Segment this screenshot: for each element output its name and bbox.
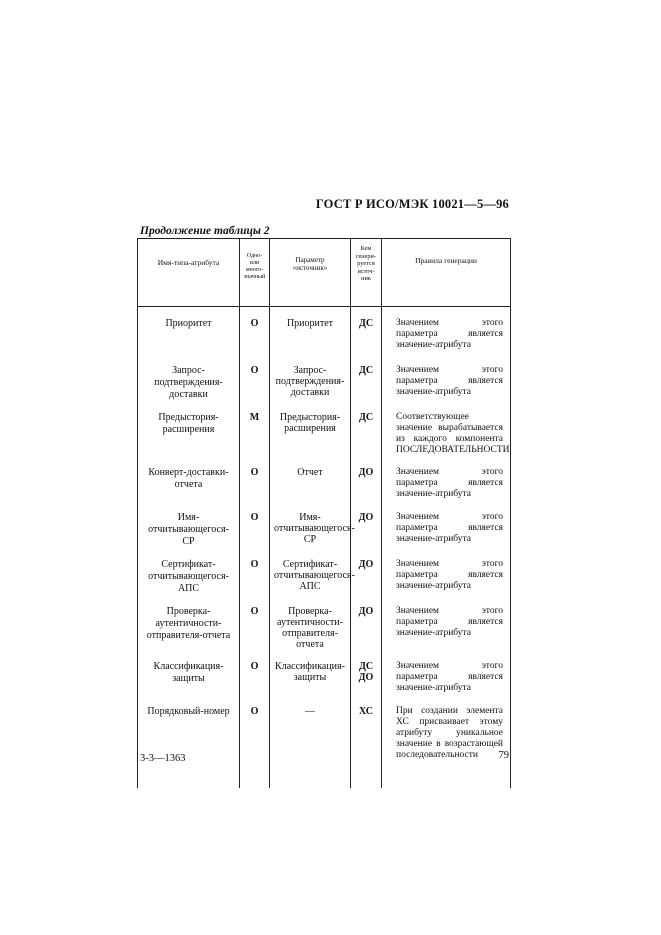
multiplicity-cell: О bbox=[240, 695, 270, 788]
source-parameter-cell: Предыстория-расширения bbox=[270, 401, 351, 456]
generator-cell: ДС bbox=[351, 307, 382, 354]
table-row bbox=[138, 501, 511, 548]
attribute-name-cell: Приоритет bbox=[138, 307, 240, 354]
generator-cell: ДО bbox=[351, 456, 382, 501]
multiplicity-cell: О bbox=[240, 354, 270, 401]
source-parameter-cell: Сертификат-отчитывающегося-АПС bbox=[270, 548, 351, 595]
source-parameter-cell: Запрос- подтверждения- доставки bbox=[270, 354, 351, 401]
multiplicity-cell: О bbox=[240, 650, 270, 695]
table-row bbox=[138, 548, 511, 595]
generation-rule-cell: Значением этого параметра является значение-атрибута bbox=[382, 595, 511, 650]
column-header: Одно- или много- значный bbox=[240, 239, 270, 307]
attribute-name-cell: Проверка-аутентичности-отправителя-отчета bbox=[138, 595, 240, 650]
multiplicity-cell: О bbox=[240, 548, 270, 595]
table-row bbox=[138, 695, 511, 788]
print-code: 3-3—1363 bbox=[140, 753, 186, 764]
generation-rule-cell: Значением этого параметра является значение-атрибута bbox=[382, 354, 511, 401]
multiplicity-cell: М bbox=[240, 401, 270, 456]
source-parameter-cell: Отчет bbox=[270, 456, 351, 501]
attribute-name-cell: Порядковый-номер bbox=[138, 695, 240, 788]
table-row bbox=[138, 354, 511, 401]
attribute-name-cell: Сертификат-отчитывающегося-АПС bbox=[138, 548, 240, 595]
generation-rule-cell: Значением этого параметра является значение-атрибута bbox=[382, 548, 511, 595]
column-header: Правила генерации bbox=[382, 239, 511, 307]
generation-rule-cell: Значением этого параметра является значение-атрибута bbox=[382, 456, 511, 501]
multiplicity-cell: О bbox=[240, 307, 270, 354]
source-parameter-cell: — bbox=[270, 695, 351, 788]
attribute-name-cell: Классификация-защиты bbox=[138, 650, 240, 695]
table-row bbox=[138, 307, 511, 354]
generator-cell: ДС ДО bbox=[351, 650, 382, 695]
attribute-name-cell: Конверт-доставки-отчета bbox=[138, 456, 240, 501]
table-caption: Продолжение таблицы 2 bbox=[140, 225, 270, 237]
column-header: Кем генери- руется источ- ник bbox=[351, 239, 382, 307]
generator-cell: ДО bbox=[351, 595, 382, 650]
attribute-name-cell: Предыстория-расширения bbox=[138, 401, 240, 456]
generation-rule-cell: Значением этого параметра является значение-атрибута bbox=[382, 501, 511, 548]
generator-cell: ХС bbox=[351, 695, 382, 788]
generator-cell: ДС bbox=[351, 401, 382, 456]
column-header: Параметр «источник» bbox=[270, 239, 351, 307]
multiplicity-cell: О bbox=[240, 501, 270, 548]
attribute-name-cell: Запрос-подтверждения-доставки bbox=[138, 354, 240, 401]
source-parameter-cell: Классификация-защиты bbox=[270, 650, 351, 695]
table-row bbox=[138, 456, 511, 501]
table-header-row bbox=[138, 239, 511, 307]
generator-cell: ДО bbox=[351, 501, 382, 548]
table-row bbox=[138, 595, 511, 650]
page-number: 79 bbox=[498, 750, 509, 761]
table-row bbox=[138, 401, 511, 456]
generation-rule-cell: Соответствующее значение вырабатывается из каждого компонента ПОСЛЕДОВАТЕЛЬНОСТИ bbox=[382, 401, 511, 456]
source-parameter-cell: Проверка-аутентичности-отправителя-отчета bbox=[270, 595, 351, 650]
multiplicity-cell: О bbox=[240, 456, 270, 501]
generator-cell: ДС bbox=[351, 354, 382, 401]
table-row bbox=[138, 650, 511, 695]
generation-rule-cell: Значением этого параметра является значение-атрибута bbox=[382, 307, 511, 354]
generation-rule-cell: При создании элемента ХС присваивает этому атрибуту уникальное значение в возрастающей последовательности bbox=[382, 695, 511, 788]
multiplicity-cell: О bbox=[240, 595, 270, 650]
generation-rule-cell: Значением этого параметра является значение-атрибута bbox=[382, 650, 511, 695]
attributes-table bbox=[137, 238, 511, 788]
attribute-name-cell: Имя-отчитывающегося-СР bbox=[138, 501, 240, 548]
column-header: Имя-типа-атрибута bbox=[138, 239, 240, 307]
generator-cell: ДО bbox=[351, 548, 382, 595]
source-parameter-cell: Приоритет bbox=[270, 307, 351, 354]
source-parameter-cell: Имя-отчитывающегося-СР bbox=[270, 501, 351, 548]
document-header: ГОСТ Р ИСО/МЭК 10021—5—96 bbox=[315, 197, 509, 211]
